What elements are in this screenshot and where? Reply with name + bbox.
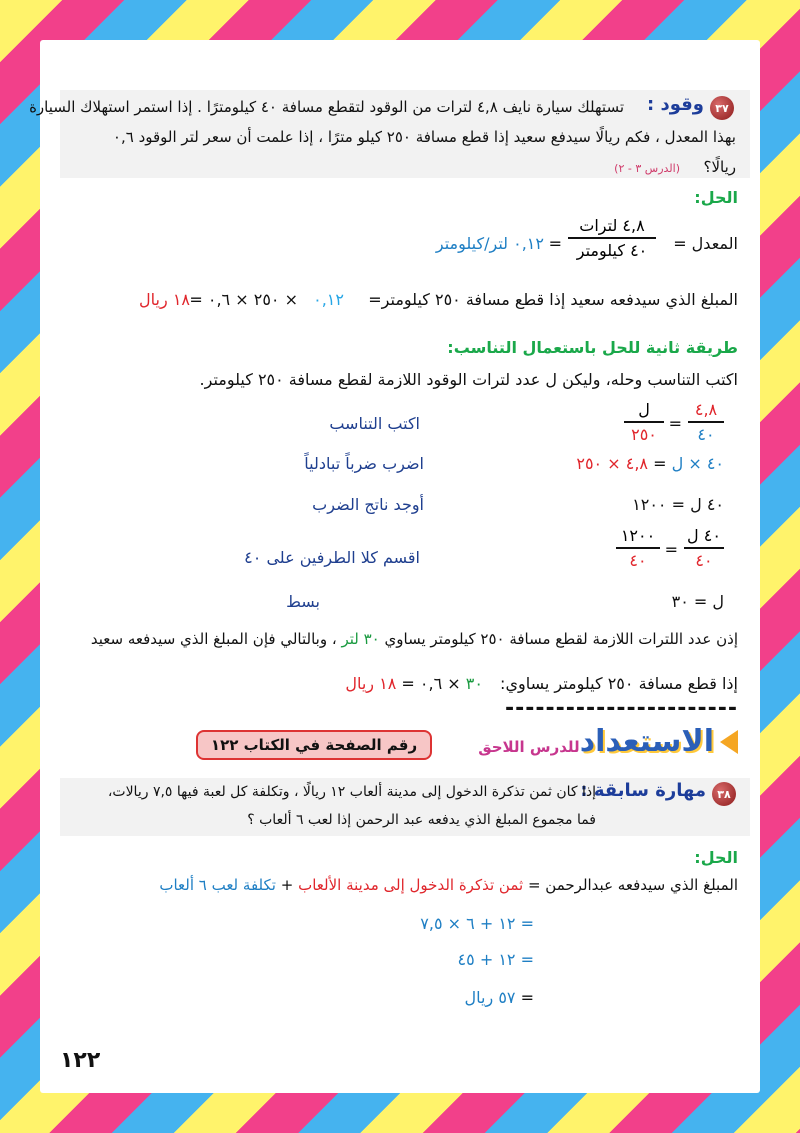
method2-title: طريقة ثانية للحل باستعمال التناسب: [447,338,738,357]
solution2-line2: = ١٢ + ٦ × ٧,٥ [420,914,534,933]
rate-result: ٠,١٢ لتر/كيلومتر [435,234,544,253]
step4-left-den: ٤٠ [695,551,713,570]
step5-label: بسط [286,592,320,611]
amount-result: ١٨ ريال [139,290,190,309]
question-47-ref: (الدرس ٣ - ٢) [614,162,680,175]
solution2-l4b: ٥٧ ريال [464,988,516,1007]
conclusion-line2a: إذا قطع مسافة ٢٥٠ كيلومتر يساوي: [500,674,738,693]
step1-right-den: ٢٥٠ [631,425,657,444]
question-47-number: ٣٧ [710,96,734,120]
amount-rest: × ٢٥٠ × ٠,٦ = [189,290,298,309]
step2-p2: ل [671,454,684,473]
rate-numerator: ٤,٨ لترات [579,216,645,235]
triangle-icon [720,730,738,754]
step4-fraction-left [684,526,724,570]
banner-subtitle: للدرس اللاحق [478,737,580,756]
page [29,40,760,1093]
step4-left-bar [684,547,724,549]
step4-right-den: ٤٠ [629,551,647,570]
banner-title: الاستعداد [579,724,714,759]
solution2-l1a: المبلغ الذي سيدفعه عبدالرحمن = [527,876,738,894]
conclusion-line1a: إذن عدد اللترات اللازمة لقطع مسافة ٢٥٠ كيلومتر يساوي [384,630,738,648]
question-48-line1: إذا كان ثمن تذكرة الدخول إلى مدينة ألعاب ١٢ ريالًا ، وتكلفة كل لعبة فيها ٧,٥ ريالات، [107,784,596,800]
step1-left-den: ٤٠ [697,425,715,444]
step1-fraction-left [688,400,724,444]
step2-p1: ٤٠ × [688,454,724,473]
amount-value-rate: ٠,١٢ [313,290,344,309]
question-47-line3: ريالًا؟ [703,158,736,176]
solution2-line1 [159,876,738,894]
page-number: ١٢٢ [60,1048,101,1073]
step2-p3: = [653,454,667,473]
rate-label: المعدل = [673,234,738,253]
step4-label: اقسم كلا الطرفين على ٤٠ [244,548,420,567]
conclusion-line2b: ٣٠ [465,674,483,693]
rate-fraction-bar [568,237,656,239]
book-page-badge: رقم الصفحة في الكتاب ١٢٢ [196,730,432,760]
question-48-number: ٣٨ [712,782,736,806]
step1-right-bar [624,421,664,423]
step3-expression: ٤٠ ل = ١٢٠٠ [632,495,724,514]
amount-text: المبلغ الذي سيدفعه سعيد إذا قطع مسافة ٢٥٠ كيلومتر= [368,290,738,309]
conclusion-line1c: ، وبالتالي فإن المبلغ الذي سيدفعه سعيد [90,630,337,648]
rate-fraction [568,216,656,260]
step1-label: اكتب التناسب [329,414,420,433]
next-lesson-banner [472,724,738,759]
conclusion-line1 [91,630,738,648]
step2-expression [576,454,724,473]
solution-heading: الحل: [694,188,738,207]
conclusion-line1b: ٣٠ لتر [341,630,380,648]
question-47-line2: بهذا المعدل ، فكم ريالًا سيدفع سعيد إذا قطع مسافة ٢٥٠ كيلو مترًا ، إذا علمت أن سعر لتر الوقود ٠,٦ [112,128,736,146]
step1-equals: = [668,414,682,433]
solution2-l1c: + [280,876,294,894]
question-48-line2: فما مجموع المبلغ الذي يدفعه عبد الرحمن إذا لعب ٦ ألعاب ؟ [247,812,596,828]
question-47-line1: تستهلك سيارة نايف ٤,٨ لترات من الوقود لتقطع مسافة ٤٠ كيلومترًا . إذا استمر استهلاك السيارة [29,98,624,116]
conclusion-line2d: ١٨ ريال [345,674,397,693]
step4-right-num: ١٢٠٠ [620,526,656,545]
separator-line: ----------------------- [504,696,738,721]
rate-denominator: ٤٠ كيلومتر [576,241,648,260]
step5-expression: ل = ٣٠ [671,592,724,611]
solution2-line3: = ١٢ + ٤٥ [457,950,534,969]
method2-intro: اكتب التناسب وحله، وليكن ل عدد لترات الوقود اللازمة لقطع مسافة ٢٥٠ كيلومتر. [199,370,738,389]
step3-label: أوجد ناتج الضرب [312,495,424,514]
step1-left-num: ٤,٨ [694,400,718,419]
step2-p5: × ٢٥٠ [576,454,621,473]
solution2-line4 [465,988,534,1007]
step4-fraction-right [616,526,660,570]
solution2-l4a: = [520,988,534,1007]
step2-p4: ٤,٨ [625,454,648,473]
step4-equals: = [664,540,678,559]
question-48-label: مهارة سابقة : [580,780,706,801]
step1-right-num: ل [638,400,650,419]
solution2-l1d: تكلفة لعب ٦ ألعاب [159,876,276,894]
conclusion-line2 [345,674,738,693]
step1-left-bar [688,421,724,423]
question-47-label: وقود : [647,94,704,115]
step2-label: اضرب ضرباً تبادلياً [304,454,424,473]
solution2-heading: الحل: [694,848,738,867]
conclusion-line2c: × ٠,٦ = [401,674,461,693]
rate-equals: = [548,234,562,253]
step1-fraction-right [624,400,664,444]
step4-right-bar [616,547,660,549]
solution2-l1b: ثمن تذكرة الدخول إلى مدينة الألعاب [298,876,524,894]
step4-left-num: ٤٠ ل [687,526,721,545]
